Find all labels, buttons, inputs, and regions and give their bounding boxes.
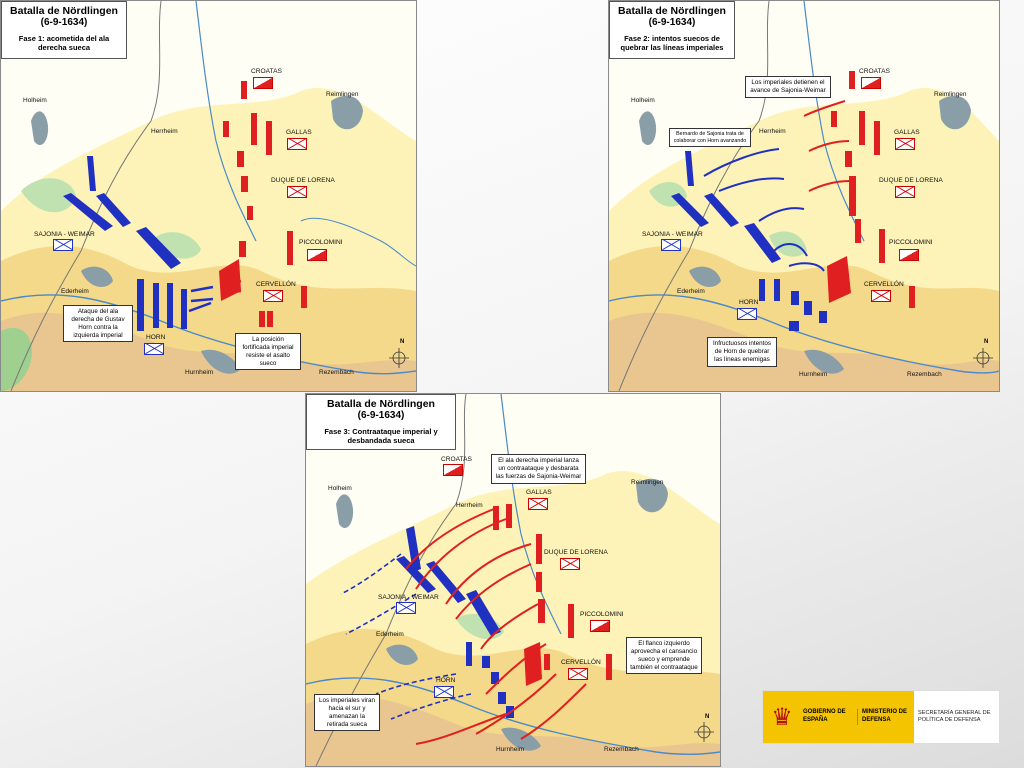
compass-north-label: N (984, 339, 989, 345)
unit-horn: HORN (436, 677, 456, 684)
coat-of-arms-icon: ♛ (771, 703, 793, 731)
place-herrheim: Herrheim (456, 502, 483, 509)
place-ederheim: Ederheim (677, 288, 705, 295)
unit-sajonia-weimar: SAJONIA - WEIMAR (642, 231, 703, 238)
terrain-map (609, 1, 999, 391)
map-title: Batalla de Nördlingen (10, 5, 118, 17)
map-title-box (609, 1, 735, 59)
imperial-unit-flag (871, 290, 891, 302)
swedish-unit-flag (434, 686, 454, 698)
swedish-unit-flag (737, 308, 757, 320)
imperial-unit-flag (263, 290, 283, 302)
swedish-unit-flag (144, 343, 164, 355)
place-ederheim: Ederheim (376, 631, 404, 638)
imperial-unit-flag (861, 77, 881, 89)
unit-piccolomini: PICCOLOMINI (889, 239, 933, 246)
phase-label: Fase 3: Contraataque imperial y desbandada sueca (324, 427, 438, 446)
place-reimlingen: Reimlingen (934, 91, 967, 98)
imperial-unit-flag (443, 464, 463, 476)
place-rezembach: Rezembach (907, 371, 942, 378)
imperial-unit-flag (899, 249, 919, 261)
place-herrheim: Herrheim (759, 128, 786, 135)
place-herrheim: Herrheim (151, 128, 178, 135)
place-holheim: Holheim (23, 97, 47, 104)
imperial-unit-flag (307, 249, 327, 261)
unit-piccolomini: PICCOLOMINI (580, 611, 624, 618)
place-hurnheim: Hurnheim (185, 369, 214, 376)
compass-rose (978, 339, 996, 363)
unit-horn: HORN (739, 299, 759, 306)
logo-gobierno-text: GOBIERNO DE ESPAÑA (803, 709, 846, 723)
compass-north-label: N (705, 714, 710, 720)
annotation-note: Infructuosos intentos de Horn de quebrar las líneas enemigas (707, 337, 777, 367)
unit-duque-de-lorena: DUQUE DE LORENA (544, 549, 608, 556)
phase-label: Fase 1: acometida del ala derecha sueca (18, 34, 110, 53)
annotation-note: Los imperiales viran hacia el sur y amenazan la retirada sueca (314, 694, 380, 731)
imperial-unit-flag (590, 620, 610, 632)
map-title: Batalla de Nördlingen (327, 398, 435, 410)
place-rezembach: Rezembach (319, 369, 354, 376)
imperial-unit-flag (287, 138, 307, 150)
annotation-note: El ala derecha imperial lanza un contraataque y desbarata las fuerzas de Sajonia-Weimar (491, 454, 586, 484)
compass-north-label: N (400, 339, 405, 345)
place-hurnheim: Hurnheim (496, 746, 525, 753)
imperial-unit-flag (528, 498, 548, 510)
unit-gallas: GALLAS (526, 489, 552, 496)
swedish-unit-flag (661, 239, 681, 251)
annotation-note: El flanco izquierdo aprovecha el cansancio sueco y emprende también el contraataque (626, 637, 702, 674)
map-title: Batalla de Nördlingen (618, 5, 726, 17)
map-date: (6-9-1634) (357, 410, 405, 421)
government-logo (762, 690, 1000, 744)
logo-yellow-block (763, 691, 914, 743)
swedish-unit-flag (53, 239, 73, 251)
imperial-unit-flag (560, 558, 580, 570)
map-panel-phase-1 (0, 0, 417, 392)
unit-horn: HORN (146, 334, 166, 341)
phase-label: Fase 2: intentos suecos de quebrar las líneas imperiales (620, 34, 724, 53)
compass-rose (394, 339, 412, 363)
imperial-unit-flag (287, 186, 307, 198)
place-reimlingen: Reimlingen (326, 91, 359, 98)
unit-piccolomini: PICCOLOMINI (299, 239, 343, 246)
imperial-unit-flag (895, 186, 915, 198)
compass-rose (699, 714, 717, 738)
place-reimlingen: Reimlingen (631, 479, 664, 486)
swedish-unit-flag (396, 602, 416, 614)
imperial-unit-flag (253, 77, 273, 89)
logo-ministerio-text: MINISTERIO DE DEFENSA (857, 709, 914, 725)
unit-duque-de-lorena: DUQUE DE LORENA (879, 177, 943, 184)
map-title-box (1, 1, 127, 59)
place-holheim: Holheim (328, 485, 352, 492)
annotation-note: Bernardo de Sajonia trata de colaborar con Horn avanzando (669, 128, 751, 147)
map-panel-phase-2 (608, 0, 1000, 392)
map-title-box (306, 394, 456, 450)
imperial-unit-flag (895, 138, 915, 150)
unit-croatas: CROATAS (251, 68, 282, 75)
unit-gallas: GALLAS (286, 129, 312, 136)
unit-gallas: GALLAS (894, 129, 920, 136)
unit-sajonia-weimar: SAJONIA - WEIMAR (378, 594, 439, 601)
annotation-note: Ataque del ala derecha de Gustav Horn contra la izquierda imperial (63, 305, 133, 342)
place-rezembach: Rezembach (604, 746, 639, 753)
unit-sajonia-weimar: SAJONIA - WEIMAR (34, 231, 95, 238)
unit-cervellon: CERVELLÓN (256, 281, 296, 288)
unit-croatas: CROATAS (441, 456, 472, 463)
imperial-unit-flag (568, 668, 588, 680)
logo-secretaria-text: SECRETARÍA GENERAL DE POLÍTICA DE DEFENSA (918, 709, 991, 723)
map-date: (6-9-1634) (648, 17, 696, 28)
place-hurnheim: Hurnheim (799, 371, 828, 378)
annotation-note: La posición fortificada imperial resiste el asalto sueco (235, 333, 301, 370)
unit-cervellon: CERVELLÓN (864, 281, 904, 288)
unit-duque-de-lorena: DUQUE DE LORENA (271, 177, 335, 184)
unit-croatas: CROATAS (859, 68, 890, 75)
place-holheim: Holheim (631, 97, 655, 104)
annotation-note: Los imperiales detienen el avance de Sajonia-Weimar (745, 76, 831, 98)
map-date: (6-9-1634) (40, 17, 88, 28)
unit-cervellon: CERVELLÓN (561, 659, 601, 666)
place-ederheim: Ederheim (61, 288, 89, 295)
map-panel-phase-3 (305, 393, 721, 767)
